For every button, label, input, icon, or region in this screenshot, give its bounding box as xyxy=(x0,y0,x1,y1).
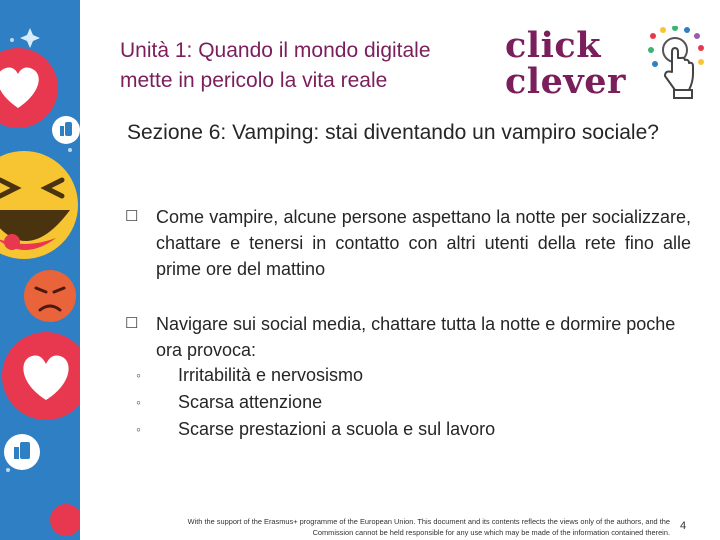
bullet-item xyxy=(125,204,691,282)
checkbox-bullet-icon: ☐ xyxy=(125,315,139,332)
unit-title xyxy=(120,36,500,96)
unit-title-line-2: mette in pericolo la vita reale xyxy=(120,69,388,92)
unit-title-line-1: Unità 1: Quando il mondo digitale xyxy=(120,39,431,62)
page-number: 4 xyxy=(680,520,687,532)
sub-bullet-text: Irritabilità e nervosismo xyxy=(178,365,364,385)
checkbox-bullet-icon: ☐ xyxy=(125,208,139,225)
like-icon xyxy=(4,434,40,470)
like-icon xyxy=(52,116,80,144)
disclaimer-line-2: Commission cannot be held responsible for any use which may be made of the information contained therein. xyxy=(312,528,670,537)
sub-bullet-item xyxy=(136,416,676,443)
sub-bullet-text: Scarse prestazioni a scuola e sul lavoro xyxy=(178,419,496,439)
sub-bullet-item xyxy=(136,389,676,416)
click-clever-logo xyxy=(505,26,720,104)
logo-word-1: click xyxy=(505,25,601,66)
erasmus-disclaimer xyxy=(100,516,670,538)
angry-face-icon xyxy=(24,270,76,322)
bullet-text: Come vampire, alcune persone aspettano la notte per socializzare, chattare e tenersi in contatto con altri utenti della rete fino alle prime ore del mattino xyxy=(156,207,691,279)
bullet-item xyxy=(125,311,691,363)
section-title: Sezione 6: Vamping: stai diventando un vampiro sociale? xyxy=(127,121,659,144)
disclaimer-line-1: With the support of the Erasmus+ programme of the European Union. This document and its contents reflects the views only of the authors, and the xyxy=(187,517,670,526)
circle-bullet-icon: ◦ xyxy=(136,421,141,437)
decorative-reaction-strip xyxy=(0,0,80,540)
sub-bullet-text: Scarsa attenzione xyxy=(178,392,323,412)
hand-touch-icon xyxy=(645,26,709,102)
logo-word-2: clever xyxy=(505,61,626,102)
circle-bullet-icon: ◦ xyxy=(136,394,141,410)
sub-bullet-list xyxy=(136,362,676,443)
bullet-text: Navigare sui social media, chattare tutta la notte e dormire poche ora provoca: xyxy=(156,314,676,360)
logo-wordmark xyxy=(505,25,626,102)
circle-bullet-icon: ◦ xyxy=(136,367,141,383)
heart-icon xyxy=(4,234,20,250)
sub-bullet-item xyxy=(136,362,676,389)
